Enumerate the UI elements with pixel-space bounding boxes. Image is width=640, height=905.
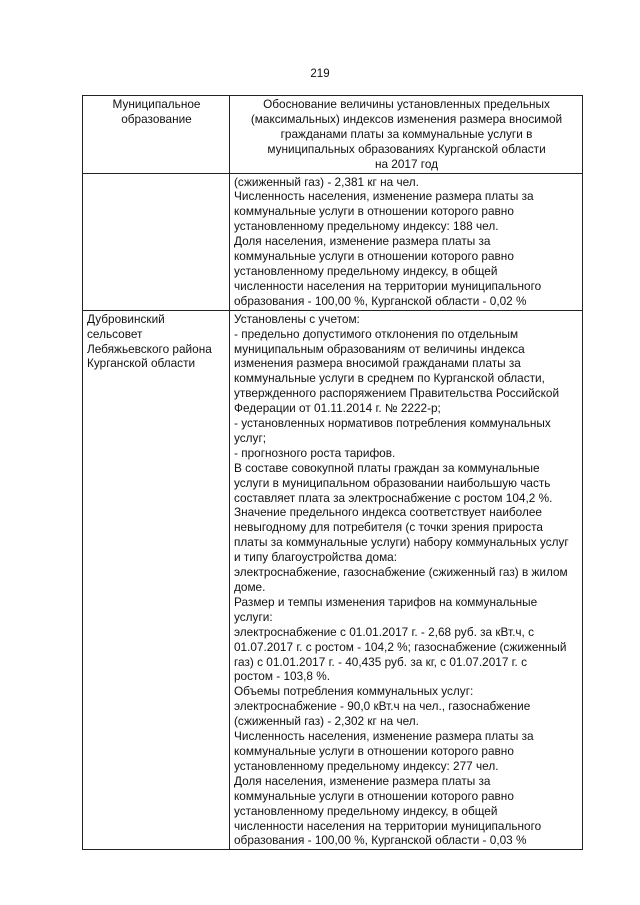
justification-line: В составе совокупной платы граждан за коммунальные (234, 460, 540, 475)
header-justification (230, 96, 583, 174)
municipality-cell (83, 173, 230, 310)
table-header-row (83, 96, 583, 174)
justification-line: (сжиженный газ) - 2,302 кг на чел. (234, 714, 419, 729)
justification-line: услуг; (234, 430, 267, 445)
justification-line: коммунальные услуги в отношении которого равно (234, 788, 514, 803)
justification-cell (230, 310, 583, 850)
municipality-line: Дубровинский (87, 311, 165, 326)
justification-line: коммунальные услуги в отношении которого равно (234, 743, 514, 758)
justification-line: Объемы потребления коммунальных услуг: (234, 684, 474, 699)
header-municipality-line: Муниципальное (112, 97, 201, 111)
justification-line: Численность населения, изменение размера платы за (234, 729, 534, 744)
table-row (83, 310, 583, 850)
municipality-cell (83, 310, 230, 850)
header-municipality (83, 96, 230, 174)
header-justification-line: гражданами платы за коммунальные услуги в (280, 126, 533, 141)
municipality-line: Курганской области (87, 356, 196, 371)
justification-line: образования - 100,00 %, Курганской области - 0,03 % (234, 833, 527, 848)
table-row (83, 173, 583, 310)
justification-line: муниципальным образованиям от величины индекса (234, 341, 525, 356)
justification-line: изменения размера вносимой гражданами платы за (234, 356, 521, 371)
justification-line: (сжиженный газ) - 2,381 кг на чел. (234, 174, 419, 189)
tariff-table (82, 95, 583, 850)
justification-line: коммунальные услуги в среднем по Курганской области, (234, 371, 545, 386)
justification-line: Доля населения, изменение размера платы за (234, 234, 491, 249)
justification-line: платы за коммунальные услуги) набору коммунальных услуг (234, 535, 569, 550)
justification-line: установленному предельному индексу, в общей (234, 263, 498, 278)
justification-line: установленному предельному индексу: 188 чел. (234, 219, 499, 234)
justification-line: электроснабжение - 90,0 кВт.ч на чел., газоснабжение (234, 699, 531, 714)
justification-line: и типу благоустройства дома: (234, 550, 398, 565)
page-number: 219 (310, 68, 330, 80)
justification-line: численности населения на территории муниципального (234, 818, 542, 833)
justification-line: газ) с 01.01.2017 г. - 40,435 руб. за кг, с 01.07.2017 г. с (234, 654, 527, 669)
justification-line: доме. (234, 580, 266, 594)
justification-line: услуги в муниципальном образовании наибольшую часть (234, 475, 551, 490)
justification-line: установленному предельному индексу, в общей (234, 803, 498, 818)
justification-line: установленному предельному индексу: 277 чел. (234, 758, 499, 773)
justification-line: коммунальные услуги в отношении которого равно (234, 204, 514, 219)
justification-line: Установлены с учетом: (234, 311, 360, 326)
header-justification-line: (максимальных) индексов изменения размера вносимой (250, 111, 563, 126)
justification-line: услуги: (234, 609, 273, 624)
justification-line: Численность населения, изменение размера платы за (234, 189, 534, 204)
justification-line: Значение предельного индекса соответствует наиболее (234, 505, 542, 520)
header-justification-line: Обоснование величины установленных предельных (263, 97, 550, 111)
justification-line: Доля населения, изменение размера платы за (234, 773, 491, 788)
justification-line: невыгодному для потребителя (с точки зрения прироста (234, 520, 543, 535)
justification-line: Федерации от 01.11.2014 г. № 2222-р; (234, 401, 441, 416)
header-justification-line: муниципальных образованиях Курганской области (267, 141, 546, 156)
justification-line: образования - 100,00 %, Курганской области - 0,02 % (234, 293, 527, 308)
justification-line: утвержденного распоряжением Правительства Российской (234, 386, 560, 401)
justification-cell (230, 173, 583, 310)
justification-line: Размер и темпы изменения тарифов на коммунальные (234, 594, 538, 609)
justification-line: ростом - 103,8 %. (234, 669, 331, 684)
justification-line: - предельно допустимого отклонения по отдельным (234, 326, 519, 341)
justification-line: - прогнозного роста тарифов. (234, 445, 396, 460)
header-justification-line: на 2017 год (374, 156, 439, 171)
municipality-line: сельсовет (87, 326, 143, 341)
municipality-line: Лебяжьевского района (87, 341, 212, 356)
justification-line: 01.07.2017 г. с ростом - 104,2 %; газоснабжение (сжиженный (234, 639, 567, 654)
justification-line: составляет плата за электроснабжение с ростом 104,2 %. (234, 490, 553, 505)
header-municipality-line: образование (121, 111, 192, 126)
justification-line: - установленных нормативов потребления коммунальных (234, 416, 551, 431)
justification-line: коммунальные услуги в отношении которого равно (234, 249, 514, 264)
justification-line: электроснабжение, газоснабжение (сжиженный газ) в жилом (234, 565, 568, 580)
justification-line: численности населения на территории муниципального (234, 278, 542, 293)
justification-line: электроснабжение с 01.01.2017 г. - 2,68 руб. за кВт.ч, с (234, 624, 535, 639)
